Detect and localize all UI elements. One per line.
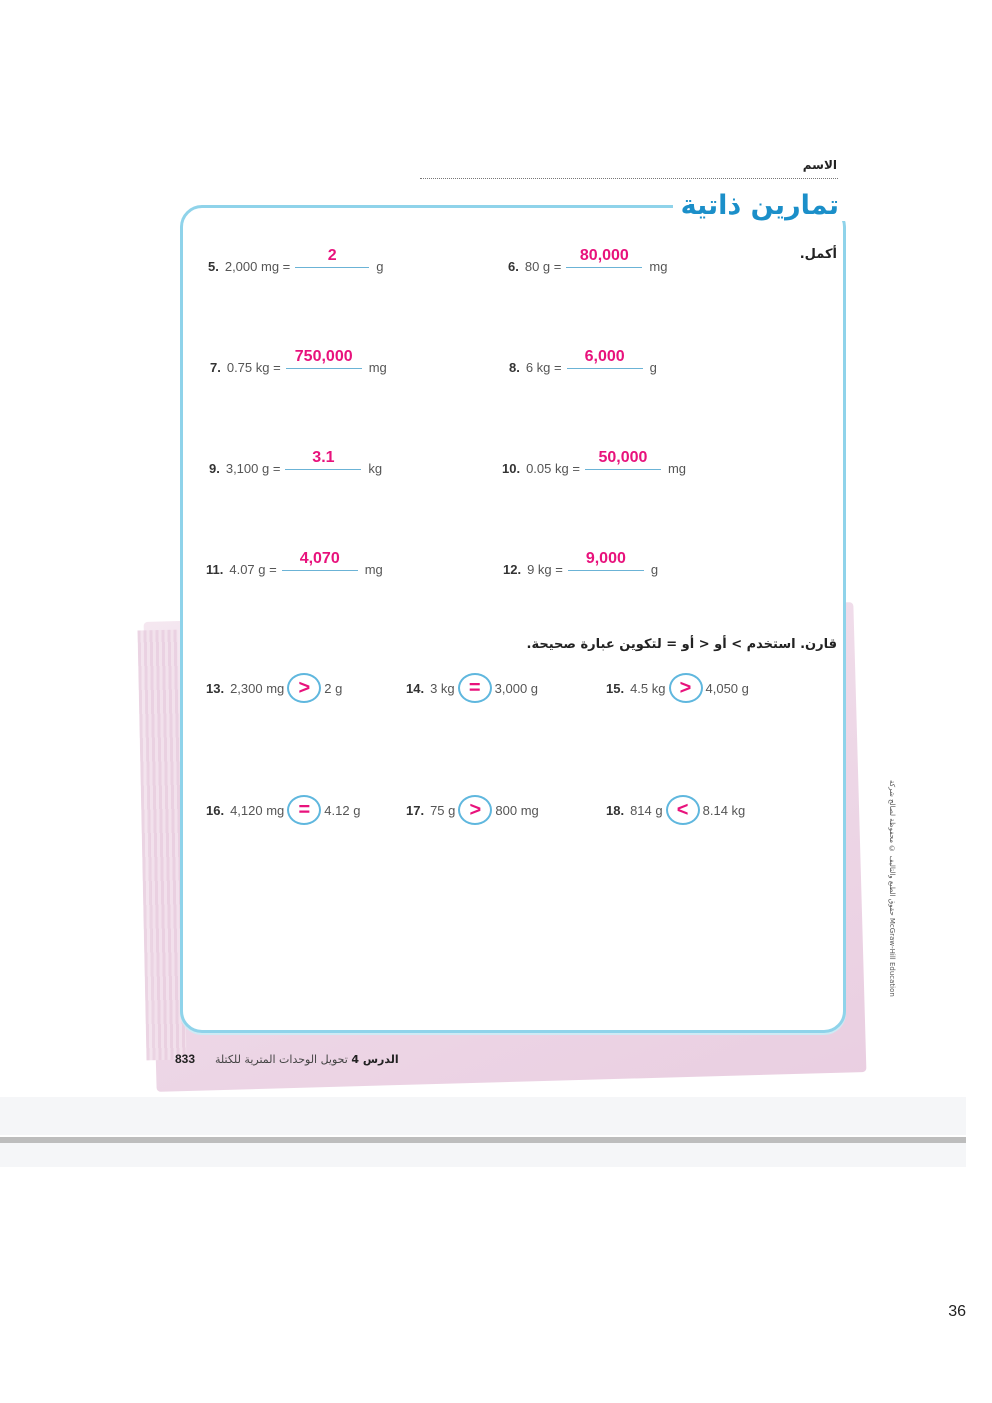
compare-right: 4.12 g <box>324 802 361 818</box>
problem-number: 13. <box>206 680 225 696</box>
problem-number: 15. <box>606 680 625 696</box>
problem-number: 7. <box>210 360 221 375</box>
answer-field[interactable]: 2 <box>295 247 369 268</box>
problem-expression: 6 kg = <box>525 360 562 375</box>
problem-number: 8. <box>509 360 520 375</box>
problem-13 <box>206 673 342 703</box>
problem-expression: 9 kg = <box>527 562 563 577</box>
problem-12 <box>503 550 659 577</box>
compare-symbol-circle[interactable]: > <box>669 673 703 703</box>
problem-6 <box>508 247 668 274</box>
answer-field[interactable]: 3.1 <box>285 449 361 470</box>
problem-unit: kg <box>368 461 383 476</box>
compare-right: 800 mg <box>495 802 539 818</box>
answer-field[interactable]: 750,000 <box>286 348 362 369</box>
problem-9 <box>209 449 383 476</box>
answer-field[interactable]: 50,000 <box>585 449 661 470</box>
compare-right: 8.14 kg <box>702 802 746 818</box>
problem-16 <box>206 795 360 825</box>
problem-unit: g <box>650 562 659 577</box>
problem-expression: 4.07 g = <box>229 562 277 577</box>
compare-left: 4.5 kg <box>630 680 666 696</box>
copyright-notice: حقوق الطبع والتأليف © محفوظة لصالح شركة McGraw-Hill Education <box>888 780 896 997</box>
answer-field[interactable]: 80,000 <box>566 247 642 268</box>
compare-symbol-circle[interactable]: = <box>287 795 321 825</box>
problem-number: 10. <box>502 461 521 476</box>
problem-8 <box>509 348 657 375</box>
problem-number: 18. <box>606 802 625 818</box>
problem-number: 9. <box>209 461 220 476</box>
book-page-number: 833 <box>175 1052 196 1066</box>
problem-expression: 3,100 g = <box>225 461 281 476</box>
compare-left: 4,120 mg <box>230 802 285 818</box>
problem-expression: 0.75 kg = <box>226 360 281 375</box>
footer-lesson <box>215 1053 399 1066</box>
problem-number: 17. <box>406 802 425 818</box>
problem-number: 5. <box>208 259 219 274</box>
compare-left: 75 g <box>430 802 456 818</box>
compare-left: 2,300 mg <box>230 680 285 696</box>
compare-right: 3,000 g <box>494 680 539 696</box>
bottom-band-lower <box>0 1143 966 1167</box>
problem-expression: 2,000 mg = <box>224 259 291 274</box>
footer-lesson-label: الدرس 4 <box>351 1053 399 1066</box>
compare-symbol-circle[interactable]: > <box>287 673 321 703</box>
exercise-card <box>180 205 846 1033</box>
problem-expression: 80 g = <box>524 259 562 274</box>
compare-right: 2 g <box>324 680 343 696</box>
compare-left: 814 g <box>630 802 663 818</box>
problem-18 <box>606 795 745 825</box>
problem-11 <box>206 550 383 577</box>
problem-number: 12. <box>503 562 522 577</box>
problem-number: 16. <box>206 802 225 818</box>
answer-field[interactable]: 6,000 <box>567 348 643 369</box>
problem-unit: mg <box>649 259 668 274</box>
problem-number: 6. <box>508 259 519 274</box>
name-line <box>420 178 838 179</box>
answer-field[interactable]: 9,000 <box>568 550 644 571</box>
problem-unit: mg <box>368 360 387 375</box>
problem-unit: mg <box>667 461 686 476</box>
compare-instruction: قارن. استخدم > أو < أو = لتكوين عبارة صحيحة. <box>526 637 837 652</box>
problem-5 <box>208 247 384 274</box>
compare-right: 4,050 g <box>705 680 749 696</box>
card-title: تمارين ذاتية <box>673 190 847 221</box>
compare-symbol-circle[interactable]: < <box>666 795 700 825</box>
compare-symbol-circle[interactable]: = <box>458 673 492 703</box>
bottom-band <box>0 1097 966 1135</box>
problem-unit: g <box>649 360 657 375</box>
problem-10 <box>502 449 686 476</box>
problem-expression: 0.05 kg = <box>526 461 580 476</box>
compare-left: 3 kg <box>430 680 455 696</box>
problem-7 <box>210 348 387 375</box>
problem-unit: g <box>376 259 384 274</box>
name-label: الاسم <box>802 158 837 172</box>
document-page-number: 36 <box>948 1303 966 1320</box>
complete-instruction: أكمل. <box>799 247 837 262</box>
footer-lesson-title: تحويل الوحدات المترية للكتلة <box>215 1053 348 1066</box>
compare-symbol-circle[interactable]: > <box>458 795 492 825</box>
problem-14 <box>406 673 538 703</box>
answer-field[interactable]: 4,070 <box>282 550 358 571</box>
problem-number: 14. <box>406 680 425 696</box>
problem-17 <box>406 795 539 825</box>
problem-unit: mg <box>364 562 383 577</box>
problem-15 <box>606 673 749 703</box>
problem-number: 11. <box>206 562 224 577</box>
